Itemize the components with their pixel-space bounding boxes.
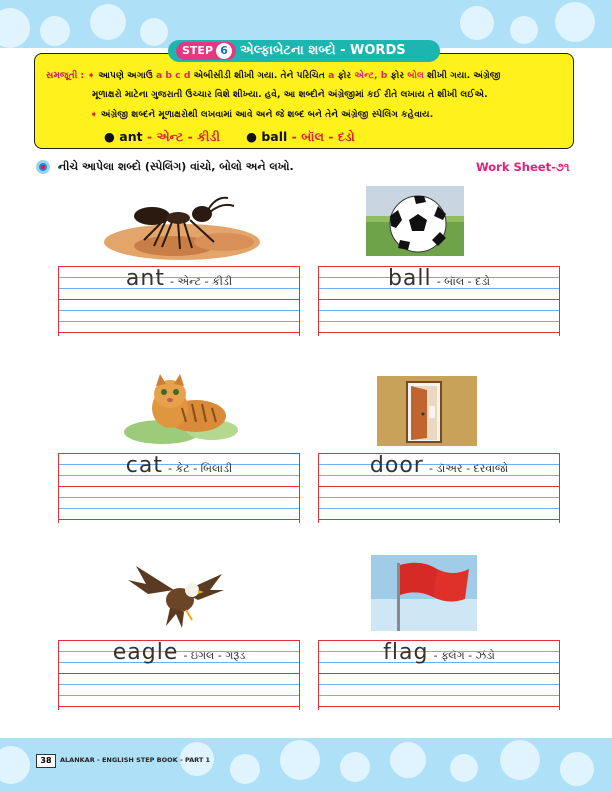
door-image (377, 376, 477, 446)
explanation-letters: a b c d (156, 70, 191, 81)
explanation-line-1 (46, 70, 501, 82)
cat-image (122, 372, 240, 448)
word-row (59, 266, 299, 291)
writing-box-door[interactable] (318, 453, 560, 523)
page-title: એલ્ફાબેટના શબ્દો - WORDS (240, 43, 406, 58)
word-row (59, 640, 299, 665)
word-translation: - ફ્લૅગ - ઝંડો (433, 649, 495, 662)
flag-image (371, 555, 477, 631)
example-translation: - બૉલ - દડો (291, 129, 355, 144)
step-label: STEP (182, 44, 214, 57)
word-row (319, 266, 559, 291)
word-row (319, 640, 559, 665)
word-text: door (369, 453, 424, 478)
explanation-word-ball: બોલ (407, 70, 424, 81)
word-text: flag (383, 640, 429, 665)
explanation-word-ant: એન્ટ, (354, 70, 378, 81)
explanation-text: એબીસીડી શીખી ગયા. તેને પરિચિત (193, 70, 325, 81)
step-badge (176, 42, 236, 60)
word-translation: - ડૉઅર - દરવાજો (428, 462, 509, 475)
eagle-image (126, 560, 226, 632)
book-title: ALANKAR - ENGLISH STEP BOOK - PART 1 (60, 756, 211, 764)
word-translation: - એન્ટ - કીડી (170, 275, 233, 288)
explanation-letter: a (328, 70, 335, 81)
explanation-text: અંગ્રેજી શબ્દને મૂળાક્ષરોથી લખવામાં આવે અને જે શબ્દ બને તેને અંગ્રેજી સ્પેલિંગ કહેવાય. (100, 109, 434, 120)
word-text: eagle (112, 640, 179, 665)
explanation-label: સમજૂતી : (46, 70, 85, 81)
word-translation: - ઇગલ - ગરૂડ (183, 649, 246, 662)
step-number: 6 (216, 43, 232, 59)
bullet-dot-icon: ● (104, 129, 115, 144)
explanation-text: આપણે અગાઉ (98, 70, 153, 81)
bottom-decorative-band (0, 738, 612, 792)
page-number: 38 (36, 754, 56, 768)
worksheet-label: Work Sheet-૭૧ (476, 160, 570, 174)
word-text: ant (125, 266, 165, 291)
bullet-arrow-icon: ➧ (90, 109, 98, 120)
explanation-text: ફોર (337, 70, 352, 81)
writing-box-eagle[interactable] (58, 640, 300, 710)
word-text: cat (125, 453, 163, 478)
example-translation: - એન્ટ - કીડી (146, 129, 220, 144)
word-text: ball (387, 266, 432, 291)
explanation-line-2: મૂળાક્ષરો માટેના ગુજરાતી ઉચ્ચાર વિશે શીખ્યા. હવે, આ શબ્દોને અંગ્રેજીમાં કઈ રીતે લખાય તે શીખી લઈએ. (92, 89, 488, 100)
writing-box-ball[interactable] (318, 266, 560, 336)
explanation-text: શીખી ગયા. અંગ્રેજી (427, 70, 501, 81)
writing-box-flag[interactable] (318, 640, 560, 710)
example-word: ball (261, 129, 288, 144)
explanation-letter: b (380, 70, 388, 81)
writing-box-cat[interactable] (58, 453, 300, 523)
radio-bullet-icon (36, 160, 50, 174)
explanation-line-3 (90, 109, 433, 121)
word-translation: - કેટ - બિલાડી (168, 462, 233, 475)
ball-image (366, 186, 464, 256)
instruction-text: નીચે આપેલા શબ્દો (સ્પેલિંગ) વાંચો, બોલો અને લખો. (58, 160, 294, 173)
writing-box-ant[interactable] (58, 266, 300, 336)
word-translation: - બૉલ - દડો (436, 275, 491, 288)
ant-image (104, 192, 260, 260)
bullet-arrow-icon: ➧ (87, 70, 96, 81)
bullet-dot-icon: ● (246, 129, 257, 144)
example-word: ant (119, 129, 143, 144)
word-row (59, 453, 299, 478)
examples-row (104, 129, 355, 144)
explanation-text: ફોર (390, 70, 405, 81)
word-row (319, 453, 559, 478)
